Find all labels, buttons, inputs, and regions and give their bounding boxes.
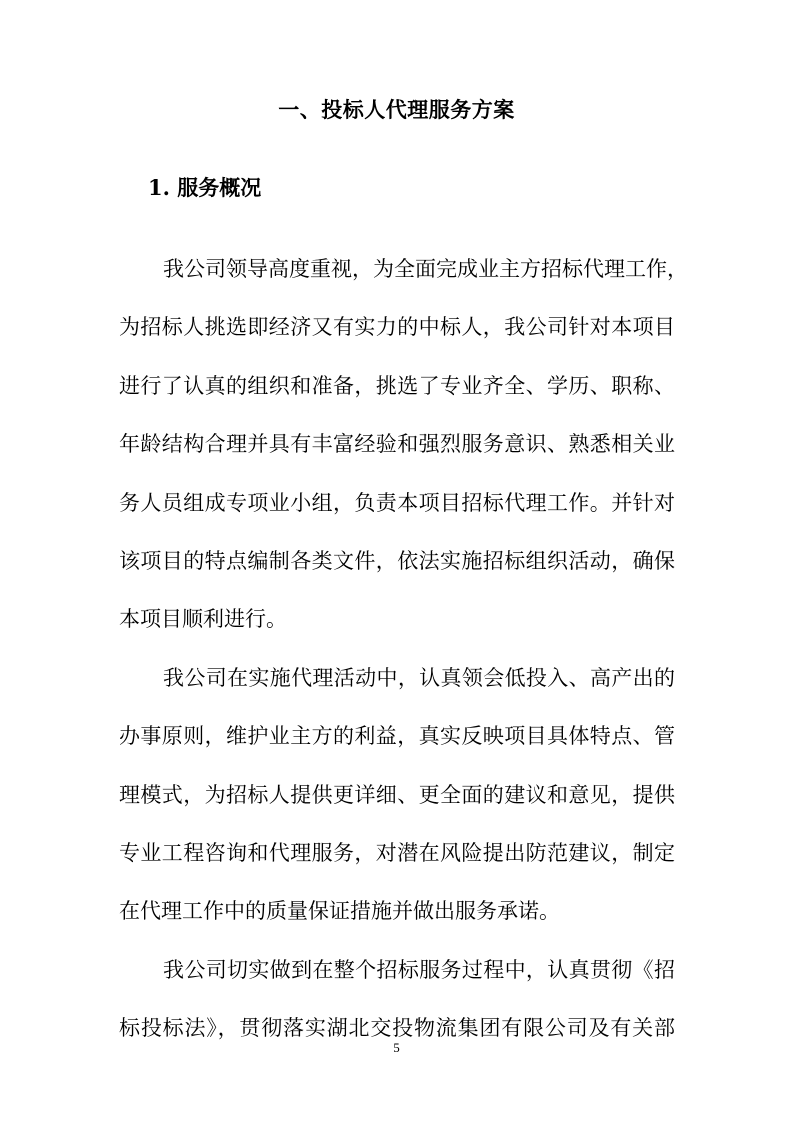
text-line: 年龄结构合理并具有丰富经验和强烈服务意识、熟悉相关业 [119, 432, 675, 457]
text-line: 办事原则，维护业主方的利益，真实反映项目具体特点、管 [119, 724, 675, 749]
text-line: 为招标人挑选即经济又有实力的中标人，我公司针对本项目 [119, 315, 675, 340]
document-title: 一、投标人代理服务方案 [278, 97, 515, 122]
section-heading: 1. 服务概况 [148, 175, 262, 200]
text-line: 在代理工作中的质量保证措施并做出服务承诺。 [119, 899, 560, 924]
text-line: 进行了认真的组织和准备，挑选了专业齐全、学历、职称、 [119, 373, 675, 398]
page-number: 5 [393, 1040, 400, 1055]
paragraph [119, 649, 675, 941]
text-line: 我公司切实做到在整个招标服务过程中，认真贯彻《招 [163, 957, 675, 982]
paragraph [119, 240, 688, 649]
text-line: 我公司在实施代理活动中，认真领会低投入、高产出的 [163, 665, 675, 690]
text-line: 本项目顺利进行。 [119, 607, 287, 632]
text-line: 理模式，为招标人提供更详细、更全面的建议和意见，提供 [119, 782, 675, 807]
text-line: 务人员组成专项业小组，负责本项目招标代理工作。并针对 [119, 490, 675, 515]
text-line: 标投标法》，贯彻落实湖北交投物流集团有限公司及有关部 [119, 1016, 675, 1041]
text-line: 该项目的特点编制各类文件，依法实施招标组织活动，确保 [119, 548, 675, 573]
text-line: 专业工程咨询和代理服务，对潜在风险提出防范建议，制定 [119, 840, 675, 865]
text-line: 我公司领导高度重视，为全面完成业主方招标代理工作， [163, 257, 688, 281]
body-text [119, 240, 688, 1057]
